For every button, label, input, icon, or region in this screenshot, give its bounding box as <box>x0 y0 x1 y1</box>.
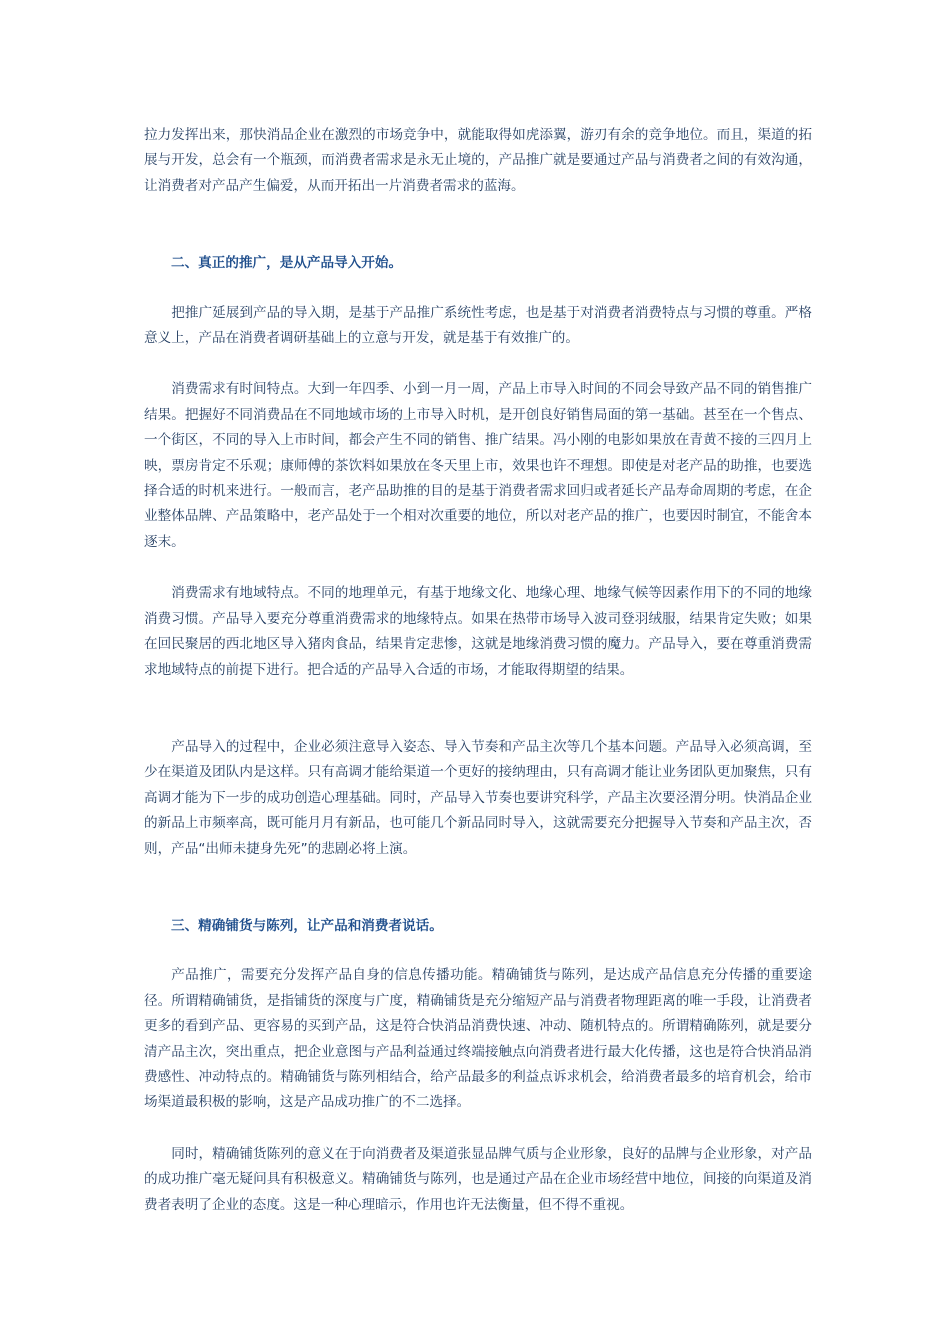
paragraph-2: 把推广延展到产品的导入期，是基于产品推广系统性考虑，也是基于对消费者消费特点与习惯的尊重。严格意义上，产品在消费者调研基础上的立意与开发，就是基于有效推广的。 <box>144 304 812 347</box>
paragraph-7: 同时，精确铺货陈列的意义在于向消费者及渠道张显品牌气质与企业形象，良好的品牌与企业形象，对产品的成功推广毫无疑问具有积极意义。精确铺货与陈列，也是通过产品在企业市场经营中地位，间接的向渠道及消费者表明了企业的态度。这是一种心理暗示，作用也许无法衡量，但不得不重视。 <box>144 1145 812 1213</box>
section-heading-2: 二、真正的推广，是从产品导入开始。 <box>171 255 403 272</box>
paragraph-5: 产品导入的过程中，企业必须注意导入姿态、导入节奏和产品主次等几个基本问题。产品导入必须高调，至少在渠道及团队内是这样。只有高调才能给渠道一个更好的接纳理由，只有高调才能让业务团队更加聚焦，只有高调才能为下一步的成功创造心理基础。同时，产品导入节奏也要讲究科学，产品主次要泾渭分明。快消品企业的新品上市频率高，既可能月月有新品，也可能几个新品同时导入，这就需要充分把握导入节奏和产品主次，否则，产品“出师未捷身先死”的悲剧必将上演。 <box>144 738 812 857</box>
spacer <box>144 683 812 735</box>
spacer <box>144 862 812 914</box>
paragraph-3: 消费需求有时间特点。大到一年四季、小到一月一周，产品上市导入时间的不同会导致产品不同的销售推广结果。把握好不同消费品在不同地域市场的上市导入时机，是开创良好销售局面的第一基础。甚至在一个售点、一个街区，不同的导入上市时间，都会产生不同的销售、推广结果。冯小刚的电影如果放在青黄不接的三四月上映，票房肯定不乐观；康师傅的茶饮料如果放在冬天里上市，效果也许不理想。即使是对老产品的助推，也要选择合适的时机来进行。一般而言，老产品助推的目的是基于消费者需求回归或者延长产品寿命周期的考虑，在企业整体品牌、产品策略中，老产品处于一个相对次重要的地位，所以对老产品的推广，也要因时制宜，不能舍本逐末。 <box>144 381 812 550</box>
spacer <box>144 1116 812 1142</box>
spacer <box>144 939 812 963</box>
section-heading-3: 三、精确铺货与陈列，让产品和消费者说话。 <box>171 917 443 934</box>
paragraph-1: 拉力发挥出来，那快消品企业在激烈的市场竞争中，就能取得如虎添翼，游刃有余的竞争地位。而且，渠道的拓展与开发，总会有一个瓶颈，而消费者需求是永无止境的，产品推广就是要通过产品与消费者之间的有效沟通，让消费者对产品产生偏爱，从而开拓出一片消费者需求的蓝海。 <box>144 127 812 194</box>
spacer <box>144 351 812 377</box>
document-page <box>144 123 812 1218</box>
spacer <box>144 199 812 251</box>
spacer <box>144 555 812 581</box>
paragraph-6: 产品推广，需要充分发挥产品自身的信息传播功能。精确铺货与陈列，是达成产品信息充分传播的重要途径。所谓精确铺货，是指铺货的深度与广度，精确铺货是充分缩短产品与消费者物理距离的唯一手段，让消费者更多的看到产品、更容易的买到产品，这是符合快消品消费快速、冲动、随机特点的。所谓精确陈列，就是要分清产品主次，突出重点，把企业意图与产品利益通过终端接触点向消费者进行最大化传播，这也是符合快消品消费感性、冲动特点的。精确铺货与陈列相结合，给产品最多的利益点诉求机会，给消费者最多的培育机会，给市场渠道最积极的影响，这是产品成功推广的不二选择。 <box>144 967 812 1111</box>
paragraph-4: 消费需求有地域特点。不同的地理单元，有基于地缘文化、地缘心理、地缘气候等因素作用下的不同的地缘消费习惯。产品导入要充分尊重消费需求的地缘特点。如果在热带市场导入波司登羽绒服，结果肯定失败；如果在回民聚居的西北地区导入猪肉食品，结果肯定悲惨，这就是地缘消费习惯的魔力。产品导入，要在尊重消费需求地域特点的前提下进行。把合适的产品导入合适的市场，才能取得期望的结果。 <box>144 585 812 678</box>
spacer <box>144 277 812 301</box>
